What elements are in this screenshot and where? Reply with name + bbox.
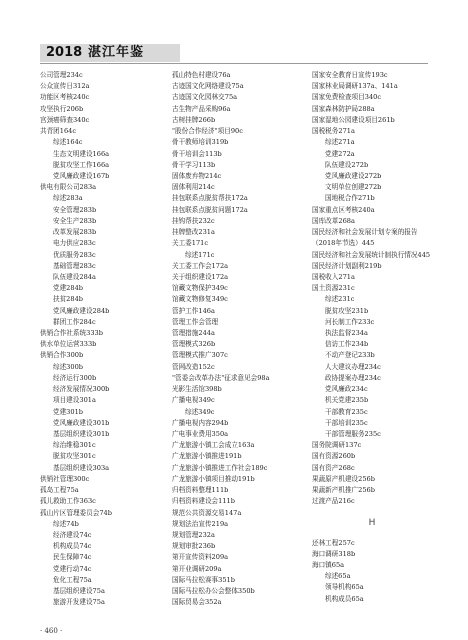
- index-entry: 攻坚执行206b: [40, 104, 84, 113]
- index-entry: 关工委工作会172a: [172, 261, 229, 270]
- index-entry: 广播电视349c: [172, 396, 215, 405]
- index-subentry: 机构成员65a: [325, 594, 364, 603]
- index-subentry: 执法监督234a: [325, 329, 368, 338]
- index-entry: 国民经济和社会发展计划专案的报告: [312, 228, 418, 237]
- index-entry: （2018年节选）445: [312, 239, 375, 248]
- index-subentry: 危化工程75a: [53, 575, 92, 584]
- index-subentry: 基层组织建设303a: [53, 463, 110, 472]
- header-year: 2018: [46, 45, 83, 60]
- index-entry: 关于组织建设172a: [172, 272, 229, 281]
- index-entry: 国民经济和社会发展统计制执行情况445: [312, 250, 431, 259]
- index-entry: 古树挂牌266b: [172, 115, 216, 124]
- index-entry: 馆藏文物保护349c: [172, 284, 228, 293]
- index-entry: 公众宣传日312a: [40, 82, 90, 91]
- index-subentry: 队伍建设272b: [325, 160, 369, 169]
- index-entry: 古迹国文化网络建设75a: [172, 82, 244, 91]
- index-entry: 国民经济计划副利219b: [312, 261, 382, 270]
- index-entry: 广龙旅游小镇项目推动191b: [172, 474, 255, 483]
- index-entry: 管理工作会管理: [172, 317, 219, 326]
- index-entry: 管理模式326b: [172, 340, 216, 349]
- index-entry: 果蔬原产机建设256b: [312, 474, 375, 483]
- index-subentry: 安全生产283b: [53, 216, 97, 225]
- index-entry: 古迹国文化园林交75a: [172, 93, 238, 102]
- index-subentry: 综述349c: [185, 407, 215, 416]
- index-entry: 管理措施244a: [172, 329, 215, 338]
- index-entry: 还林工程257c: [312, 538, 355, 547]
- index-entry: 管网改造152c: [172, 362, 215, 371]
- index-subentry: 文明单位创建272b: [325, 183, 382, 192]
- index-column-1: [40, 70, 158, 609]
- index-entry: 规划审批236b: [172, 542, 216, 551]
- index-entry: 广龙旅游小镇工会成立163a: [172, 441, 255, 450]
- index-subentry: 脱贫攻坚301c: [53, 452, 96, 461]
- index-entry: 挂钩帮扶232c: [172, 216, 215, 225]
- index-entry: 供电有限公司283a: [40, 183, 97, 192]
- page-number: · 460 ·: [40, 627, 63, 635]
- index-entry: 供销社管理300c: [40, 474, 90, 483]
- index-entry: 供水单位运营333b: [40, 340, 97, 349]
- index-entry: 海口调研318b: [312, 549, 356, 558]
- index-entry: 馆藏文物修复349c: [172, 295, 228, 304]
- index-entry: 供销合作300b: [40, 351, 84, 360]
- index-subentry: 经济建设74c: [53, 530, 92, 539]
- index-subentry: 党建284b: [53, 284, 83, 293]
- index-entry: 国税税务271a: [312, 127, 355, 136]
- index-subentry: 基层组织建设301b: [53, 430, 110, 438]
- index-subentry: 综述74b: [53, 519, 79, 528]
- index-subentry: 党建301b: [53, 407, 83, 416]
- index-entry: 孤岛工程75a: [40, 486, 79, 495]
- index-entry: 固体利用214c: [172, 183, 215, 192]
- index-subentry: 党风廉政建设272b: [325, 171, 382, 180]
- index-subentry: 改革发展283b: [53, 228, 97, 237]
- index-entry: 国有资源260b: [312, 452, 356, 461]
- header-title: 湛江年鉴: [88, 45, 145, 60]
- page-header: [0, 0, 468, 62]
- index-subentry: 党风廉政234c: [325, 385, 368, 394]
- index-entry: 关工委171c: [172, 239, 209, 248]
- index-entry: "股份合作经济"项目90c: [172, 127, 243, 136]
- index-subentry: 安全管理283b: [53, 205, 97, 214]
- index-entry: 挂包联系点脱贫问题172a: [172, 205, 248, 214]
- index-entry: 国家免费检查项目340c: [312, 93, 382, 102]
- index-entry: 骨干学习113b: [172, 160, 216, 169]
- index-entry: 古生物产品采购96a: [172, 104, 231, 113]
- index-entry: 归档资料建设会111b: [172, 497, 235, 506]
- index-entry: 国务院调研137c: [312, 441, 362, 450]
- index-subentry: 电力供应283c: [53, 239, 96, 248]
- index-entry: 功能区考核240c: [40, 93, 90, 102]
- index-entry: 骨干培训会113b: [172, 149, 222, 158]
- index-entry: 广龙旅游小镇推进工作社会189c: [172, 463, 268, 472]
- index-subentry: 人大建议办理234c: [325, 362, 381, 371]
- index-entry: 国库改革268a: [312, 216, 355, 225]
- index-entry: 第开宣传资料209a: [172, 553, 229, 562]
- index-column-3: [312, 70, 432, 605]
- index-entry: 国家重点区考核240a: [312, 205, 375, 214]
- index-entry: 宫颈癌筛查340c: [40, 115, 90, 124]
- header-divider: [40, 63, 428, 64]
- index-subentry: 综述283a: [53, 194, 83, 203]
- index-subentry: 队伍建设284a: [53, 272, 96, 281]
- index-letter-heading: H: [368, 517, 376, 528]
- index-entry: 国家林业局调研137a、141a: [312, 82, 398, 91]
- index-subentry: 不动产登记233b: [325, 351, 375, 360]
- index-entry: 国家安全教育日宣传193c: [312, 71, 388, 79]
- index-subentry: 综述300b: [53, 362, 83, 371]
- index-entry: 海口镇65a: [312, 560, 345, 569]
- index-column-2: [172, 70, 290, 609]
- index-subentry: 干部教育235c: [325, 407, 368, 416]
- index-entry: 共青团164c: [40, 127, 77, 136]
- index-subentry: 信访工作234b: [325, 340, 369, 349]
- index-entry: 过渡产品216c: [312, 497, 355, 506]
- index-entry: 归档资料整理111b: [172, 486, 229, 495]
- index-entry: 广电事业费用350a: [172, 430, 229, 438]
- index-subentry: 经济运行300b: [53, 373, 97, 382]
- index-subentry: 党建272a: [325, 149, 355, 158]
- index-subentry: 脱贫攻坚231b: [325, 306, 369, 315]
- index-entry: 孤儿救助工作363c: [40, 497, 96, 506]
- index-entry: 骨干教师培训319b: [172, 138, 229, 147]
- index-subentry: 综治维稳301c: [53, 441, 96, 450]
- index-entry: 果蔬新产机推广256b: [312, 486, 375, 495]
- index-entry: 国税收入271a: [312, 272, 355, 281]
- index-subentry: 群团工作284c: [53, 317, 96, 326]
- index-subentry: 旅游开发建设75a: [53, 598, 105, 607]
- index-entry: 固体废弃物214c: [172, 171, 222, 180]
- index-entry: 国际马拉松办公会整体350b: [172, 587, 255, 596]
- index-subentry: 民生保障74c: [53, 553, 92, 562]
- index-subentry: 机关党建235b: [325, 396, 369, 405]
- index-subentry: 河长制工作233c: [325, 317, 375, 326]
- index-subentry: 领导机构65a: [325, 583, 364, 592]
- index-subentry: 机构成员74c: [53, 542, 92, 551]
- index-entry: 规划管理232a: [172, 530, 215, 539]
- index-subentry: 扶贫284b: [53, 295, 83, 304]
- index-subentry: 综述164c: [53, 138, 83, 147]
- index-subentry: 经济发展情况300b: [53, 385, 110, 394]
- index-entry: 公司管理234c: [40, 71, 83, 79]
- index-entry: 孤山片区管理委员会74b: [40, 508, 112, 517]
- index-subentry: 综述271a: [325, 138, 355, 147]
- index-entry: "管委会改革办法"征求意见会98a: [172, 373, 270, 382]
- index-subentry: 综述65a: [325, 572, 351, 581]
- index-entry: 国际马拉松赛事351b: [172, 575, 235, 584]
- index-subentry: 政协提案办理234c: [325, 373, 381, 382]
- index-subentry: 干部管理服务235c: [325, 430, 381, 438]
- index-entry: 挂牌整改231a: [172, 228, 215, 237]
- index-entry: 第开业调研209a: [172, 564, 222, 573]
- index-entry: 国际贸易会352a: [172, 598, 222, 607]
- index-entry: 管理模式推广307c: [172, 351, 228, 360]
- index-subentry: 综述171c: [185, 250, 215, 259]
- index-subentry: 优质服务283c: [53, 250, 96, 259]
- index-subentry: 基层组织建设75a: [53, 587, 105, 596]
- index-entry: 国有资产268c: [312, 463, 355, 472]
- index-entry: 挂包联系点脱贫帮扶172a: [172, 194, 248, 203]
- index-entry: 国家湿地公园建设项目261b: [312, 115, 395, 124]
- index-subentry: 干部培训235c: [325, 418, 368, 427]
- index-entry: 国家森林防护局288a: [312, 104, 375, 113]
- index-subentry: 脱贫攻坚工作166a: [53, 160, 110, 169]
- index-entry: 国土资源231c: [312, 284, 355, 293]
- index-entry: 管护工作146a: [172, 306, 215, 315]
- index-entry: 规范公共资源交易147a: [172, 508, 242, 517]
- index-subentry: 党风廉政建设301b: [53, 418, 110, 427]
- index-subentry: 基础管理283c: [53, 261, 96, 270]
- index-subentry: 国地税合作271b: [325, 194, 375, 203]
- index-subentry: 党风廉政建设167b: [53, 171, 110, 180]
- index-subentry: 生态文明建设166a: [53, 149, 110, 158]
- index-entry: 供销合作社系统333b: [40, 329, 103, 338]
- index-subentry: 综述231c: [325, 295, 355, 304]
- index-subentry: 党建行动74c: [53, 564, 92, 573]
- index-entry: 广龙旅游小镇推进191b: [172, 452, 242, 461]
- index-entry: 孤山特色村建设76a: [172, 71, 231, 79]
- index-entry: 规划法治宣传219a: [172, 519, 229, 528]
- index-subentry: 项目建设301a: [53, 396, 96, 405]
- index-entry: 广播电视内容294b: [172, 418, 229, 427]
- index-entry: 光影生活馆398b: [172, 385, 222, 394]
- index-subentry: 党风廉政建设284b: [53, 306, 110, 315]
